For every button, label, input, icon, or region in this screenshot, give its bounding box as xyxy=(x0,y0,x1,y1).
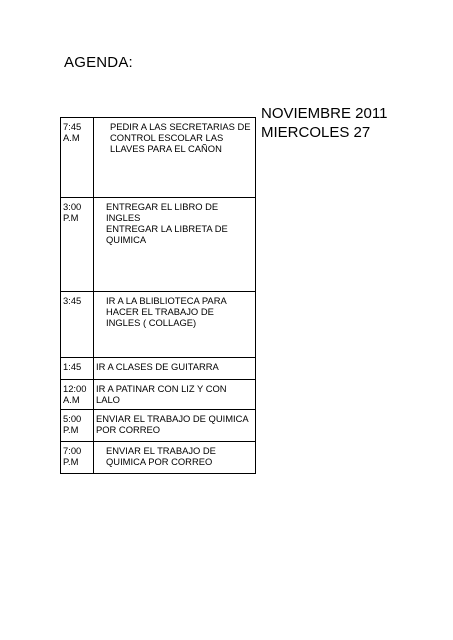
agenda-time xyxy=(61,380,94,410)
task-line: IR A PATINAR CON LIZ Y CON xyxy=(96,383,227,394)
task-line: ENVIAR EL TRABAJO DE QUIMICA xyxy=(96,413,249,424)
time-line: 7:00 xyxy=(63,445,82,456)
time-line: 3:45 xyxy=(63,295,82,306)
task-line: ENTREGAR LA LIBRETA DE xyxy=(106,223,228,234)
task-line: ENVIAR EL TRABAJO DE xyxy=(106,445,216,456)
agenda-time xyxy=(61,198,94,292)
time-line: 12:00 xyxy=(63,383,87,394)
time-line: 1:45 xyxy=(63,361,82,372)
agenda-time xyxy=(61,358,94,380)
agenda-time xyxy=(61,442,94,474)
task-line: INGLES ( COLLAGE) xyxy=(106,317,197,328)
date-month-year: NOVIEMBRE 2011 xyxy=(261,105,388,122)
agenda-table xyxy=(60,117,256,474)
agenda-row xyxy=(61,292,256,358)
agenda-time xyxy=(61,292,94,358)
agenda-task xyxy=(94,198,256,292)
agenda-task xyxy=(94,358,256,380)
task-line: INGLES xyxy=(106,212,141,223)
agenda-time xyxy=(61,118,94,198)
agenda-row xyxy=(61,442,256,474)
agenda-task xyxy=(94,292,256,358)
agenda-row xyxy=(61,198,256,292)
task-line: CONTROL ESCOLAR LAS xyxy=(110,132,224,143)
task-line: LALO xyxy=(96,394,120,405)
task-line: PEDIR A LAS SECRETARIAS DE xyxy=(110,121,251,132)
agenda-row xyxy=(61,380,256,410)
time-line: P.M xyxy=(63,212,79,223)
time-line: 7:45 xyxy=(63,121,82,132)
agenda-task xyxy=(94,380,256,410)
task-line: IR A CLASES DE GUITARRA xyxy=(96,361,219,372)
task-line: IR A LA BLIBLIOTECA PARA xyxy=(106,295,227,306)
date-heading xyxy=(261,104,387,142)
task-line: ENTREGAR EL LIBRO DE xyxy=(106,201,219,212)
time-line: A.M xyxy=(63,132,80,143)
task-line: QUIMICA POR CORREO xyxy=(106,456,213,467)
time-line: A.M xyxy=(63,394,80,405)
agenda-time xyxy=(61,410,94,442)
task-line: POR CORREO xyxy=(96,424,161,435)
page-title: AGENDA: xyxy=(64,54,133,71)
task-line: QUIMICA xyxy=(106,234,147,245)
time-line: 3:00 xyxy=(63,201,82,212)
task-line: HACER EL TRABAJO DE xyxy=(106,306,214,317)
agenda-task xyxy=(94,118,256,198)
task-line: LLAVES PARA EL CAÑON xyxy=(110,143,222,154)
date-weekday-day: MIERCOLES 27 xyxy=(261,124,371,141)
agenda-row xyxy=(61,118,256,198)
agenda-task xyxy=(94,442,256,474)
time-line: P.M xyxy=(63,424,79,435)
agenda-task xyxy=(94,410,256,442)
agenda-row xyxy=(61,410,256,442)
time-line: P.M xyxy=(63,456,79,467)
agenda-row xyxy=(61,358,256,380)
time-line: 5:00 xyxy=(63,413,82,424)
